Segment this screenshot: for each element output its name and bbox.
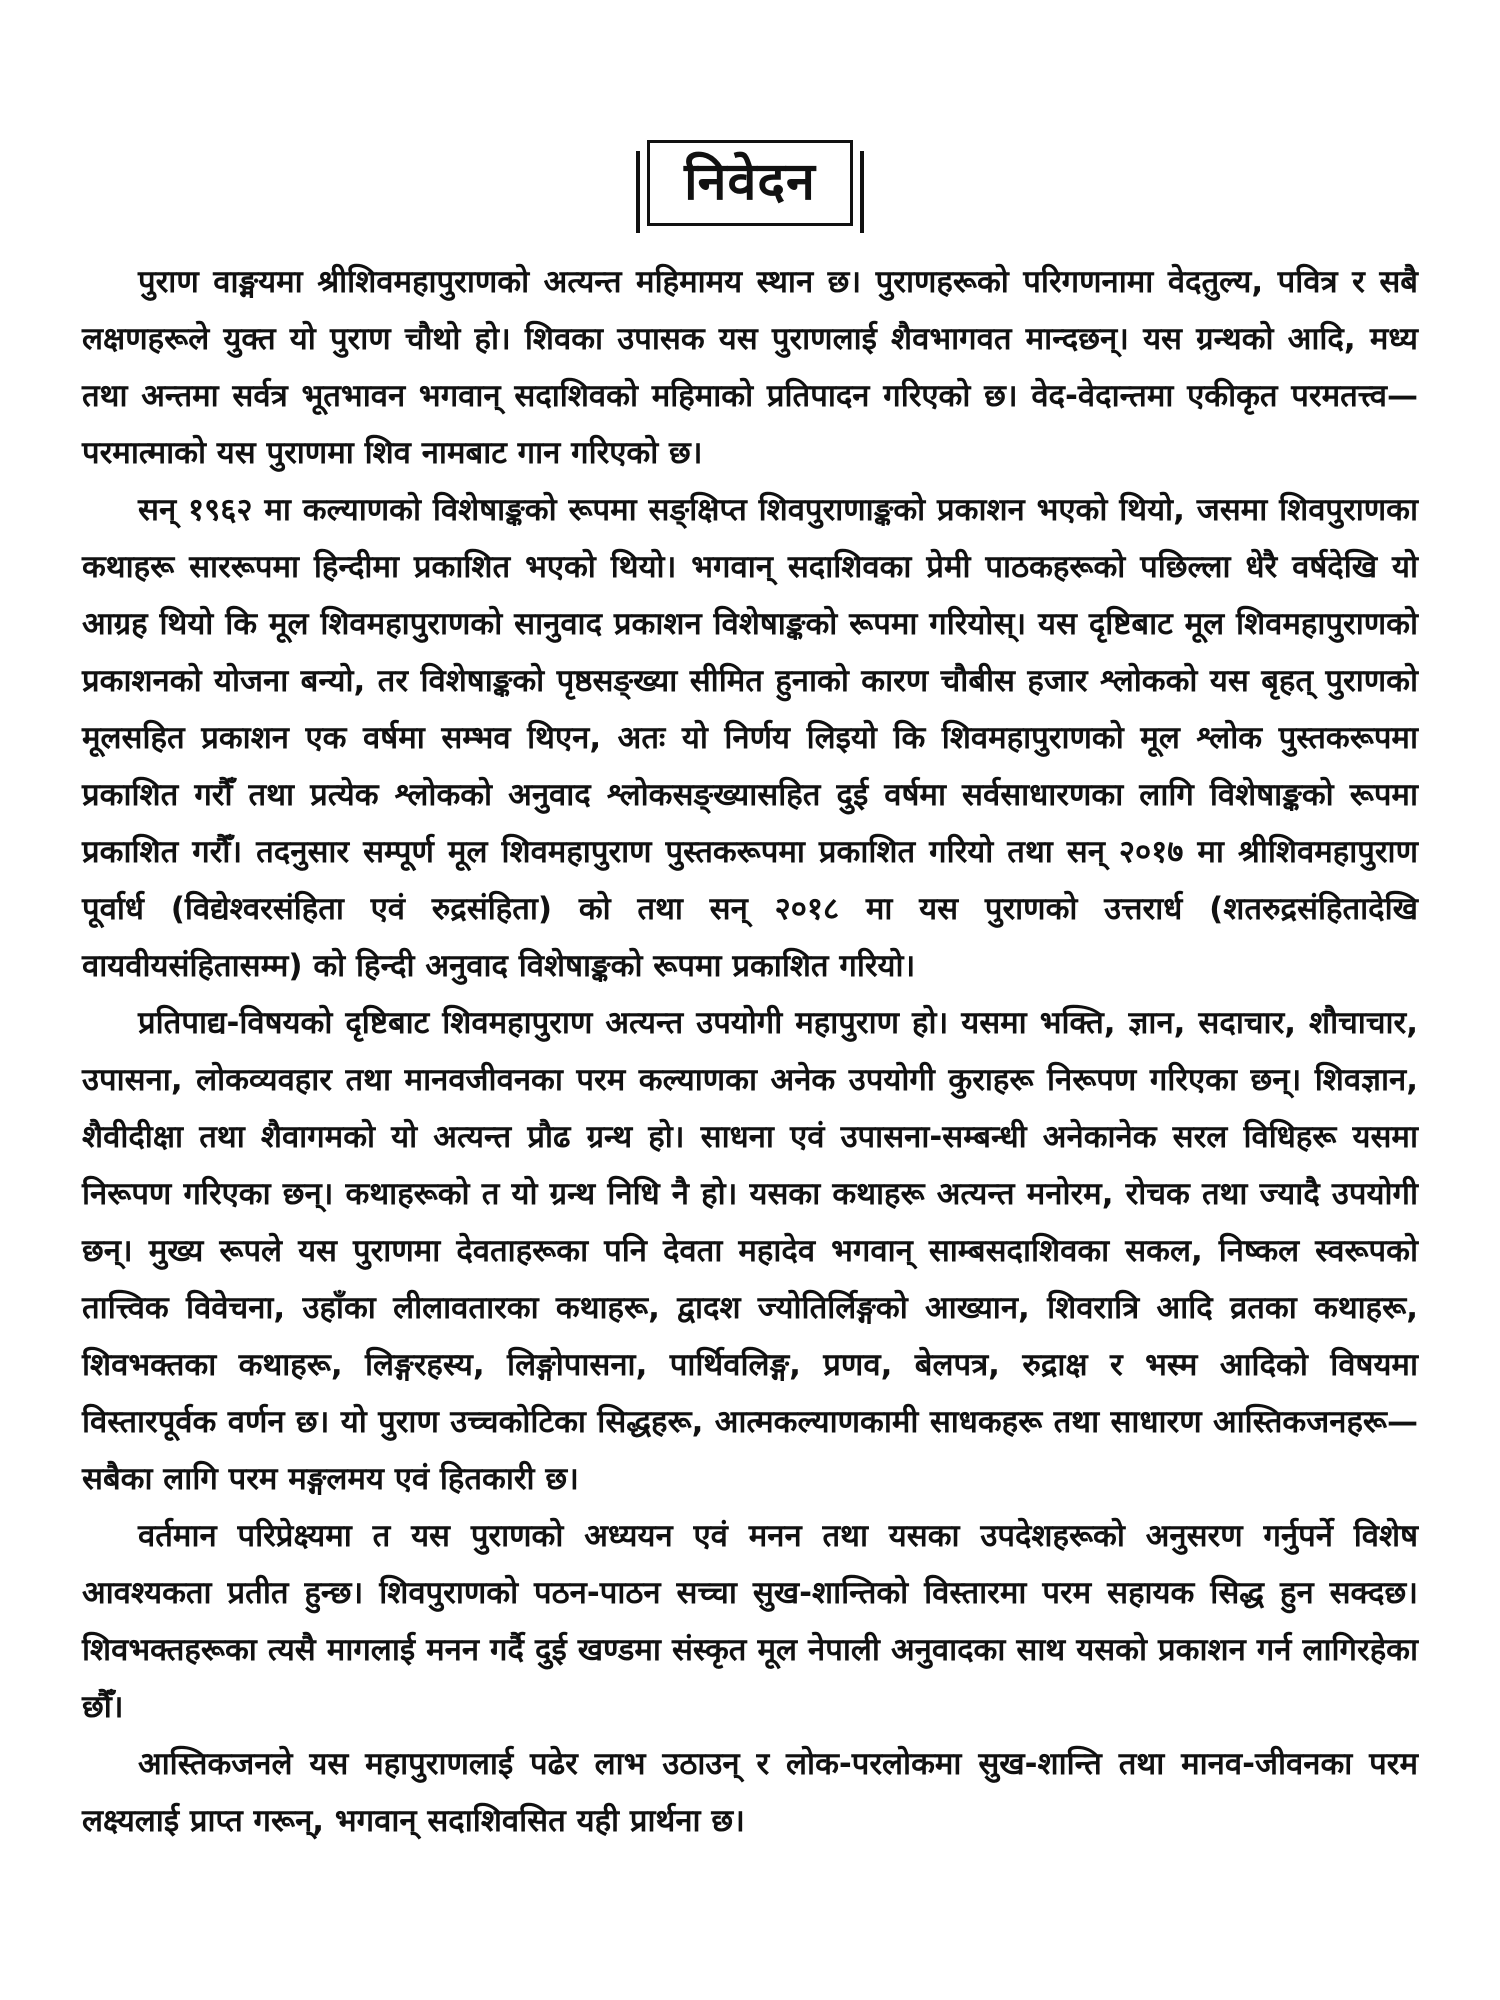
paragraph-4: वर्तमान परिप्रेक्ष्यमा त यस पुराणको अध्ययन एवं मनन तथा यसका उपदेशहरूको अनुसरण गर्नुपर्ने विशेष आवश्यकता प्रतीत हुन्छ। शिवपुराणको पठन-पाठन सच्चा सुख-शान्तिको विस्तारमा परम सहायक सिद्ध हुन सक्दछ। शिवभक्तहरूका त्यसै मागलाई मनन गर्दै दुई खण्डमा संस्कृत मूल नेपाली अनुवादका साथ यसको प्रकाशन गर्न लागिरहेका छौँ। [82,1518,1418,1726]
paragraph-3: प्रतिपाद्य-विषयको दृष्टिबाट शिवमहापुराण अत्यन्त उपयोगी महापुराण हो। यसमा भक्ति, ज्ञान, सदाचार, शौचाचार, उपासना, लोकव्यवहार तथा मानवजीवनका परम कल्याणका अनेक उपयोगी कुराहरू निरूपण गरिएका छन्। शिवज्ञान, शैवीदीक्षा तथा शैवागमको यो अत्यन्त प्रौढ ग्रन्थ हो। साधना एवं उपासना-सम्बन्धी अनेकानेक सरल विधिहरू यसमा निरूपण गरिएका छन्। कथाहरूको त यो ग्रन्थ निधि नै हो। यसका कथाहरू अत्यन्त मनोरम, रोचक तथा ज्यादै उपयोगी छन्। मुख्य रूपले यस पुराणमा देवताहरूका पनि देवता महादेव भगवान् साम्बसदाशिवका सकल, निष्कल स्वरूपको तात्त्विक विवेचना, उहाँका लीलावतारका कथाहरू, द्वादश ज्योतिर्लिङ्गको आख्यान, शिवरात्रि आदि व्रतका कथाहरू, शिवभक्तका कथाहरू, लिङ्गरहस्य, लिङ्गोपासना, पार्थिवलिङ्ग, प्रणव, बेलपत्र, रुद्राक्ष र भस्म आदिको विषयमा विस्तारपूर्वक वर्णन छ। यो पुराण उच्चकोटिका सिद्धहरू, आत्मकल्याणकामी साधकहरू तथा साधारण आस्तिकजनहरू—सबैका लागि परम मङ्गलमय एवं हितकारी छ। [82,1005,1418,1498]
paragraph-2: सन् १९६२ मा कल्याणको विशेषाङ्कको रूपमा सङ्क्षिप्त शिवपुराणाङ्कको प्रकाशन भएको थियो, जसमा शिवपुराणका कथाहरू साररूपमा हिन्दीमा प्रकाशित भएको थियो। भगवान् सदाशिवका प्रेमी पाठकहरूको पछिल्ला धेरै वर्षदेखि यो आग्रह थियो कि मूल शिवमहापुराणको सानुवाद प्रकाशन विशेषाङ्कको रूपमा गरियोस्। यस दृष्टिबाट मूल शिवमहापुराणको प्रकाशनको योजना बन्यो, तर विशेषाङ्कको पृष्ठसङ्ख्या सीमित हुनाको कारण चौबीस हजार श्लोकको यस बृहत् पुराणको मूलसहित प्रकाशन एक वर्षमा सम्भव थिएन, अतः यो निर्णय लिइयो कि शिवमहापुराणको मूल श्लोक पुस्तकरूपमा प्रकाशित गरौँ तथा प्रत्येक श्लोकको अनुवाद श्लोकसङ्ख्यासहित दुई वर्षमा सर्वसाधारणका लागि विशेषाङ्कको रूपमा प्रकाशित गरौँ। तदनुसार सम्पूर्ण मूल शिवमहापुराण पुस्तकरूपमा प्रकाशित गरियो तथा सन् २०१७ मा श्रीशिवमहापुराण पूर्वार्ध (विद्येश्वरसंहिता एवं रुद्रसंहिता) को तथा सन् २०१८ मा यस पुराणको उत्तरार्ध (शतरुद्रसंहितादेखि वायवीयसंहितासम्म) को हिन्दी अनुवाद विशेषाङ्कको रूपमा प्रकाशित गरियो। [82,492,1418,985]
title-wrapper [82,140,1418,226]
page-title: निवेदन [647,140,853,226]
paragraph-1: पुराण वाङ्मयमा श्रीशिवमहापुराणको अत्यन्त महिमामय स्थान छ। पुराणहरूको परिगणनामा वेदतुल्य, पवित्र र सबै लक्षणहरूले युक्त यो पुराण चौथो हो। शिवका उपासक यस पुराणलाई शैवभागवत मान्दछन्। यस ग्रन्थको आदि, मध्य तथा अन्तमा सर्वत्र भूतभावन भगवान् सदाशिवको महिमाको प्रतिपादन गरिएको छ। वेद-वेदान्तमा एकीकृत परमतत्त्व—परमात्माको यस पुराणमा शिव नामबाट गान गरिएको छ। [82,264,1418,472]
paragraph-5: आस्तिकजनले यस महापुराणलाई पढेर लाभ उठाउन् र लोक-परलोकमा सुख-शान्ति तथा मानव-जीवनका परम लक्ष्यलाई प्राप्त गरून्, भगवान् सदाशिवसित यही प्रार्थना छ। [82,1746,1418,1840]
document-page [82,140,1418,1850]
